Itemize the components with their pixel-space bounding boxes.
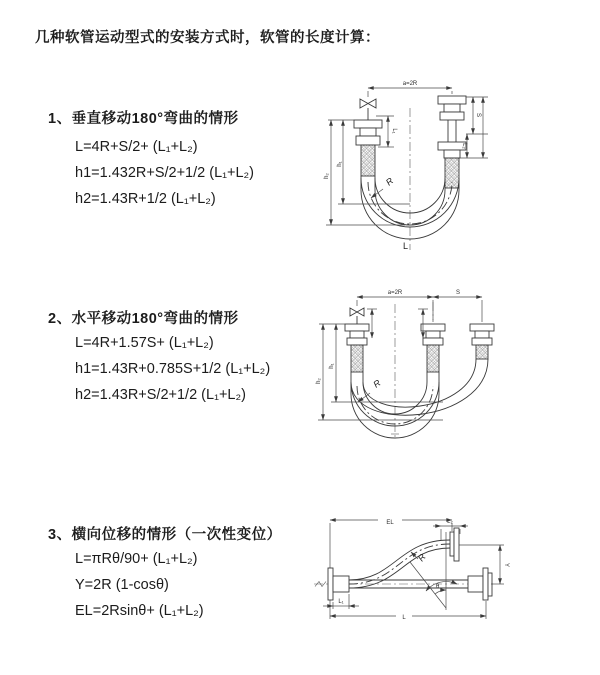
section-2: [48, 307, 239, 328]
valve-icon: [360, 99, 376, 120]
diagram-vertical-180-bend: [310, 72, 600, 262]
radius-label: R: [383, 175, 396, 188]
centerline-break-mark: [315, 582, 326, 587]
formula-line: Y=2R (1-cosθ): [75, 577, 169, 593]
valve-icon: [350, 308, 364, 324]
length-label: L: [403, 241, 409, 251]
dim-l1-label: L₁: [391, 128, 397, 134]
dim-h1-label: h₁: [329, 363, 335, 369]
section-2-heading: 2、水平移动180°弯曲的情形: [48, 311, 239, 327]
dim-s-label: S: [455, 290, 461, 296]
dim-l1-label: L₁: [338, 599, 344, 605]
left-pipe-flange: [354, 120, 382, 176]
formula-line: h2=1.43R+S/2+1/2 (L₁+L₂): [75, 387, 246, 403]
angle-theta-label: θ: [436, 584, 440, 590]
dim-l: [330, 601, 486, 621]
dim-h1-label: h₁: [337, 161, 343, 167]
dim-h2-label: h₂: [324, 173, 330, 179]
dim-l-label: L: [402, 615, 406, 621]
middle-pipe-flange: [421, 324, 445, 372]
right-pipe-flange: [470, 324, 494, 359]
radius-label: R: [415, 551, 428, 564]
formula-line: h1=1.432R+S/2+1/2 (L₁+L₂): [75, 165, 255, 181]
radius-callout: [411, 551, 428, 563]
right-pipe-flange: [438, 96, 466, 188]
right-flange: [468, 568, 492, 600]
formula-line: L=4R+1.57S+ (L₁+L₂): [75, 335, 214, 351]
small-travel-arrows: [367, 309, 428, 338]
hose-u-curves: [351, 359, 488, 438]
radius-label: R: [371, 377, 383, 390]
formula-line: h2=1.43R+1/2 (L₁+L₂): [75, 191, 216, 207]
section-2-formulas: [75, 330, 270, 408]
formula-line: h1=1.43R+0.785S+1/2 (L₁+L₂): [75, 361, 271, 377]
dim-a2r-label: a=2R: [402, 81, 418, 87]
section-3: [48, 523, 282, 544]
section-3-heading: 3、横向位移的情形（一次性变位）: [48, 527, 282, 543]
dim-y-label: Y: [503, 562, 509, 568]
diagram-horizontal-180-bend: [310, 282, 600, 472]
section-3-formulas: [75, 546, 204, 624]
radius-callout: [358, 377, 383, 402]
formula-line: L=πRθ/90+ (L₁+L₂): [75, 551, 198, 567]
section-1-heading: 1、垂直移动180°弯曲的情形: [48, 111, 239, 127]
left-flange: [328, 568, 349, 600]
page-title: 几种软管运动型式的安装方式时，软管的长度计算：: [35, 30, 380, 46]
hose-displaced-position: [349, 540, 450, 588]
diagram-lateral-displacement: [300, 498, 600, 638]
dim-h1: [319, 324, 443, 402]
dim-a2r-label: a=2R: [387, 290, 403, 296]
dim-l2-label: L₂: [461, 143, 467, 149]
left-pipe-flange: [345, 324, 369, 372]
section-1: [48, 107, 239, 128]
dim-s: [433, 290, 482, 322]
dim-s-label: S: [475, 112, 481, 118]
dim-el-label: EL: [386, 520, 394, 526]
formula-line: L=4R+S/2+ (L₁+L₂): [75, 139, 198, 155]
dim-l2-label: L₂: [447, 519, 453, 525]
dim-el: [330, 520, 452, 619]
upper-flange: [450, 528, 459, 561]
formula-line: EL=2Rsinθ+ (L₁+L₂): [75, 603, 204, 619]
dim-a2r: [368, 81, 452, 97]
section-1-formulas: [75, 134, 254, 212]
dim-h2-label: h₂: [316, 378, 322, 384]
